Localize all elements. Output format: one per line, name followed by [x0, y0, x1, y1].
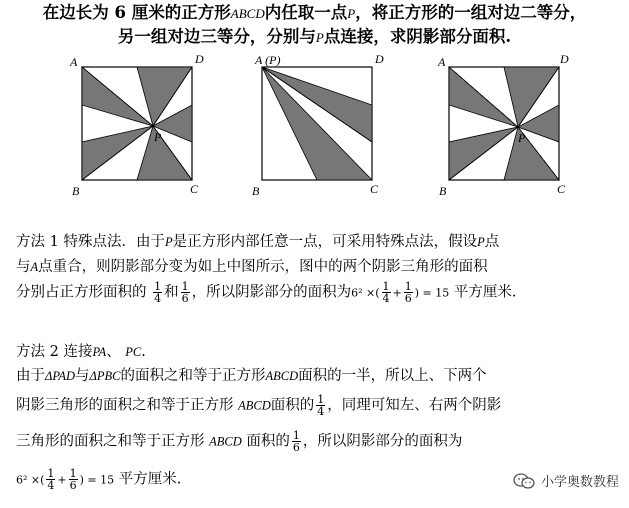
- label-d: D: [375, 52, 384, 66]
- text: 平方厘米.: [118, 471, 182, 488]
- fraction: [181, 281, 190, 304]
- fraction-numerator: 1: [382, 280, 390, 293]
- label-c: C: [370, 182, 379, 196]
- method2-line-3: [16, 394, 501, 417]
- problem-line-1: [0, 2, 629, 25]
- text: 与: [75, 368, 90, 384]
- problem-text: 另一组对边三等分，分别与: [117, 27, 316, 46]
- text: 与: [16, 259, 31, 275]
- math-text: A: [30, 260, 39, 274]
- fraction-numerator: 1: [69, 467, 77, 480]
- fraction-denominator: 4: [154, 292, 162, 305]
- text: 点重合，则阴影部分变为如上中图所示，图中的两个阴影三角形的面积: [38, 259, 488, 275]
- text: 由于: [16, 368, 45, 384]
- method2-line-5: [16, 468, 181, 491]
- label-c: C: [190, 182, 199, 196]
- math-text: ABCD: [265, 369, 299, 383]
- math-expression: ) = 15: [79, 473, 115, 487]
- text: 的面积之和等于正方形: [120, 368, 266, 384]
- fraction-denominator: 6: [69, 479, 77, 492]
- text: ，同理可知左、右两个阴影: [327, 397, 502, 414]
- label-b: B: [72, 184, 80, 198]
- fraction-denominator: 4: [382, 292, 390, 305]
- label-a-p: A (P): [255, 53, 281, 67]
- problem-text: ，将正方形的一组对边二等分，: [355, 3, 587, 22]
- method2-line-1: [16, 342, 146, 362]
- text: 方法 2 连接: [16, 344, 93, 360]
- text: 平方厘米.: [453, 284, 517, 301]
- math-text: ΔPAD: [45, 369, 76, 383]
- label-a: A: [70, 55, 78, 69]
- label-a: A: [438, 55, 446, 69]
- math-text: PC: [125, 345, 142, 359]
- math-text: ABCD: [238, 398, 271, 413]
- text: 和: [164, 284, 179, 301]
- math-text: P: [477, 235, 485, 249]
- method2-line-2: [16, 366, 487, 386]
- fraction: [69, 468, 78, 491]
- text: 阴影三角形的面积之和等于正方形: [16, 397, 234, 414]
- fraction-numerator: 1: [317, 393, 325, 406]
- method2-line-4: [16, 430, 462, 453]
- method1-line-3: [16, 281, 516, 304]
- text: 面积的: [246, 433, 290, 450]
- fraction-numerator: 1: [181, 280, 189, 293]
- label-p: P: [154, 130, 162, 144]
- label-p: P: [518, 131, 526, 145]
- figures: [0, 48, 629, 208]
- problem-text: ABCD: [230, 6, 265, 21]
- fraction-numerator: 1: [154, 280, 162, 293]
- math-expression: +: [392, 286, 402, 300]
- text: 面积的: [270, 397, 315, 414]
- fraction: [153, 281, 162, 304]
- text: 是正方形内部任意一点，可采用特殊点法，假设: [172, 234, 478, 250]
- label-b: B: [252, 184, 260, 198]
- fraction-denominator: 6: [404, 292, 412, 305]
- label-b: B: [439, 184, 447, 198]
- fraction-numerator: 1: [404, 280, 412, 293]
- label-d: D: [195, 52, 204, 66]
- math-expression: 6² ×(: [16, 473, 45, 487]
- problem-line-2: [0, 26, 629, 49]
- fraction: [46, 468, 55, 491]
- figure-middle: [252, 52, 384, 198]
- fraction: [382, 281, 391, 304]
- method1-line-1: [16, 232, 499, 252]
- math-expression: ) = 15: [414, 286, 450, 300]
- label-d: D: [560, 52, 569, 66]
- math-text: P: [164, 235, 173, 249]
- problem-text: 点连接，求阴影部分面积.: [323, 27, 512, 46]
- fraction: [404, 281, 413, 304]
- text: 方法 1 特殊点法．由于: [16, 234, 165, 250]
- text: 三角形的面积之和等于正方形: [16, 433, 205, 450]
- math-text: ABCD: [209, 434, 242, 449]
- watermark: [513, 471, 619, 490]
- problem-text: P: [315, 30, 324, 45]
- problem-text: 在边长为 6 厘米的正方形: [42, 3, 231, 22]
- fraction-numerator: 1: [292, 429, 300, 442]
- math-text: PA: [92, 345, 107, 359]
- problem-text: P: [347, 6, 356, 21]
- figure-left: [69, 52, 204, 198]
- text: 分别占正方形面积的: [16, 284, 147, 301]
- fraction-denominator: 6: [181, 292, 189, 305]
- math-text: ΔPBC: [89, 369, 121, 383]
- fraction-denominator: 4: [317, 405, 325, 418]
- label-c: C: [557, 182, 566, 196]
- text: .: [141, 344, 146, 360]
- text: ，所以阴影部分的面积为: [191, 284, 352, 301]
- method1-line-2: [16, 257, 488, 277]
- fraction-denominator: 4: [47, 479, 55, 492]
- text: 面积的一半，所以上、下两个: [298, 368, 487, 384]
- figure-right: [437, 52, 569, 198]
- problem-text: 内任取一点: [264, 3, 348, 22]
- math-expression: +: [57, 473, 67, 487]
- fraction: [292, 430, 301, 453]
- math-expression: 6² ×(: [351, 286, 380, 300]
- watermark-text: 小学奥数教程: [540, 475, 619, 490]
- text: 、: [106, 344, 121, 360]
- text: 点: [484, 234, 500, 250]
- fraction-denominator: 6: [292, 441, 300, 454]
- fraction: [316, 394, 325, 417]
- fraction-numerator: 1: [47, 467, 55, 480]
- wechat-icon: [513, 472, 535, 490]
- text: ，所以阴影部分的面积为: [302, 433, 463, 450]
